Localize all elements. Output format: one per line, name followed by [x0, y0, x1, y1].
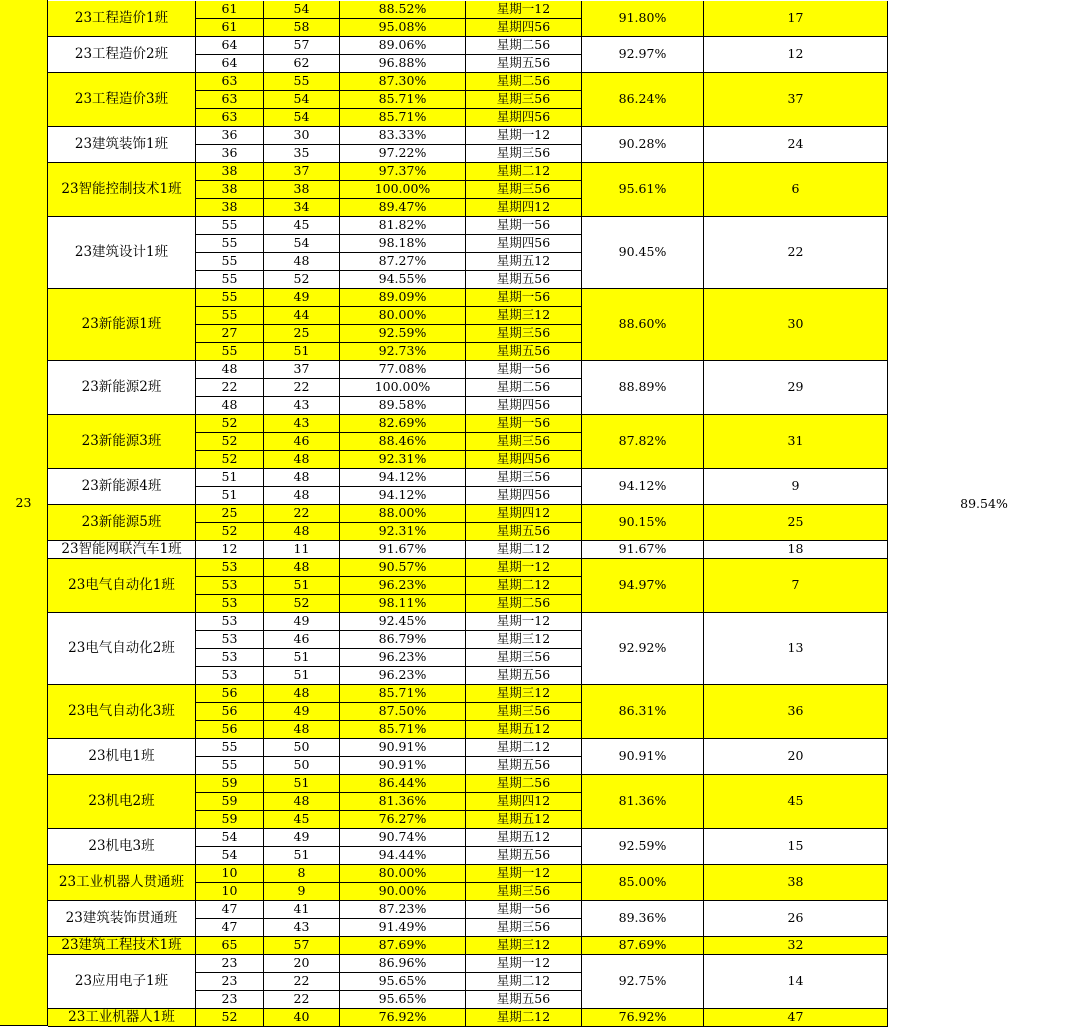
session-time-cell[interactable]: 星期五56 — [466, 523, 582, 541]
total-cell[interactable]: 65 — [196, 937, 264, 955]
total-cell[interactable]: 53 — [196, 667, 264, 685]
class-name-cell[interactable]: 23智能网联汽车1班 — [48, 541, 196, 559]
present-cell[interactable]: 43 — [264, 919, 340, 937]
total-cell[interactable]: 25 — [196, 505, 264, 523]
present-cell[interactable]: 48 — [264, 469, 340, 487]
class-rank-cell[interactable]: 17 — [704, 1, 888, 37]
session-rate-cell[interactable]: 92.59% — [340, 325, 466, 343]
session-rate-cell[interactable]: 80.00% — [340, 865, 466, 883]
session-time-cell[interactable]: 星期一56 — [466, 901, 582, 919]
present-cell[interactable]: 55 — [264, 73, 340, 91]
present-cell[interactable]: 54 — [264, 109, 340, 127]
class-name-cell[interactable]: 23电气自动化3班 — [48, 685, 196, 739]
session-rate-cell[interactable]: 85.71% — [340, 109, 466, 127]
session-time-cell[interactable]: 星期一12 — [466, 1, 582, 19]
class-rank-cell[interactable]: 20 — [704, 739, 888, 775]
session-rate-cell[interactable]: 92.31% — [340, 451, 466, 469]
total-cell[interactable]: 55 — [196, 739, 264, 757]
session-rate-cell[interactable]: 97.22% — [340, 145, 466, 163]
class-rank-cell[interactable]: 30 — [704, 289, 888, 361]
session-time-cell[interactable]: 星期五12 — [466, 811, 582, 829]
total-cell[interactable]: 59 — [196, 775, 264, 793]
class-rate-cell[interactable]: 91.80% — [582, 1, 704, 37]
class-rank-cell[interactable]: 47 — [704, 1009, 888, 1027]
class-name-cell[interactable]: 23机电2班 — [48, 775, 196, 829]
session-time-cell[interactable]: 星期四12 — [466, 199, 582, 217]
total-cell[interactable]: 59 — [196, 793, 264, 811]
session-rate-cell[interactable]: 95.08% — [340, 19, 466, 37]
class-rank-cell[interactable]: 29 — [704, 361, 888, 415]
present-cell[interactable]: 38 — [264, 181, 340, 199]
present-cell[interactable]: 45 — [264, 217, 340, 235]
session-time-cell[interactable]: 星期五12 — [466, 253, 582, 271]
session-rate-cell[interactable]: 98.18% — [340, 235, 466, 253]
session-rate-cell[interactable]: 92.73% — [340, 343, 466, 361]
total-cell[interactable]: 53 — [196, 613, 264, 631]
present-cell[interactable]: 54 — [264, 91, 340, 109]
class-name-cell[interactable]: 23电气自动化1班 — [48, 559, 196, 613]
session-time-cell[interactable]: 星期二56 — [466, 595, 582, 613]
session-rate-cell[interactable]: 94.12% — [340, 487, 466, 505]
session-rate-cell[interactable]: 80.00% — [340, 307, 466, 325]
session-time-cell[interactable]: 星期三12 — [466, 937, 582, 955]
total-cell[interactable]: 51 — [196, 487, 264, 505]
present-cell[interactable]: 48 — [264, 793, 340, 811]
total-cell[interactable]: 52 — [196, 415, 264, 433]
total-cell[interactable]: 56 — [196, 685, 264, 703]
present-cell[interactable]: 30 — [264, 127, 340, 145]
session-time-cell[interactable]: 星期四56 — [466, 487, 582, 505]
total-cell[interactable]: 53 — [196, 577, 264, 595]
class-name-cell[interactable]: 23工程造价1班 — [48, 1, 196, 37]
present-cell[interactable]: 46 — [264, 433, 340, 451]
present-cell[interactable]: 43 — [264, 415, 340, 433]
session-time-cell[interactable]: 星期四56 — [466, 109, 582, 127]
class-rate-cell[interactable]: 90.91% — [582, 739, 704, 775]
session-rate-cell[interactable]: 90.91% — [340, 739, 466, 757]
class-rate-cell[interactable]: 90.28% — [582, 127, 704, 163]
present-cell[interactable]: 51 — [264, 847, 340, 865]
class-rate-cell[interactable]: 89.36% — [582, 901, 704, 937]
session-time-cell[interactable]: 星期一12 — [466, 865, 582, 883]
total-cell[interactable]: 55 — [196, 343, 264, 361]
total-cell[interactable]: 27 — [196, 325, 264, 343]
present-cell[interactable]: 52 — [264, 595, 340, 613]
total-cell[interactable]: 56 — [196, 703, 264, 721]
total-cell[interactable]: 38 — [196, 181, 264, 199]
total-cell[interactable]: 53 — [196, 631, 264, 649]
total-cell[interactable]: 63 — [196, 109, 264, 127]
session-rate-cell[interactable]: 96.23% — [340, 667, 466, 685]
class-name-cell[interactable]: 23建筑工程技术1班 — [48, 937, 196, 955]
class-rate-cell[interactable]: 92.92% — [582, 613, 704, 685]
session-time-cell[interactable]: 星期五56 — [466, 667, 582, 685]
session-rate-cell[interactable]: 86.79% — [340, 631, 466, 649]
present-cell[interactable]: 48 — [264, 721, 340, 739]
class-rank-cell[interactable]: 45 — [704, 775, 888, 829]
class-rank-cell[interactable]: 24 — [704, 127, 888, 163]
session-time-cell[interactable]: 星期二12 — [466, 541, 582, 559]
session-time-cell[interactable]: 星期三12 — [466, 307, 582, 325]
session-time-cell[interactable]: 星期三56 — [466, 649, 582, 667]
session-time-cell[interactable]: 星期五56 — [466, 55, 582, 73]
total-cell[interactable]: 38 — [196, 199, 264, 217]
class-name-cell[interactable]: 23工程造价2班 — [48, 37, 196, 73]
session-rate-cell[interactable]: 76.92% — [340, 1009, 466, 1027]
session-time-cell[interactable]: 星期一12 — [466, 613, 582, 631]
class-rank-cell[interactable]: 25 — [704, 505, 888, 541]
session-rate-cell[interactable]: 85.71% — [340, 685, 466, 703]
total-cell[interactable]: 52 — [196, 433, 264, 451]
class-rate-cell[interactable]: 87.82% — [582, 415, 704, 469]
session-rate-cell[interactable]: 88.00% — [340, 505, 466, 523]
session-time-cell[interactable]: 星期三56 — [466, 181, 582, 199]
session-rate-cell[interactable]: 100.00% — [340, 379, 466, 397]
class-name-cell[interactable]: 23建筑装饰贯通班 — [48, 901, 196, 937]
session-rate-cell[interactable]: 85.71% — [340, 91, 466, 109]
present-cell[interactable]: 50 — [264, 757, 340, 775]
session-time-cell[interactable]: 星期三56 — [466, 883, 582, 901]
session-rate-cell[interactable]: 90.00% — [340, 883, 466, 901]
class-rate-cell[interactable]: 92.97% — [582, 37, 704, 73]
session-rate-cell[interactable]: 82.69% — [340, 415, 466, 433]
session-rate-cell[interactable]: 83.33% — [340, 127, 466, 145]
present-cell[interactable]: 41 — [264, 901, 340, 919]
total-cell[interactable]: 23 — [196, 955, 264, 973]
class-rate-cell[interactable]: 87.69% — [582, 937, 704, 955]
session-time-cell[interactable]: 星期四12 — [466, 793, 582, 811]
session-rate-cell[interactable]: 88.46% — [340, 433, 466, 451]
session-time-cell[interactable]: 星期五56 — [466, 343, 582, 361]
total-cell[interactable]: 64 — [196, 37, 264, 55]
session-time-cell[interactable]: 星期四12 — [466, 505, 582, 523]
total-cell[interactable]: 22 — [196, 379, 264, 397]
class-rate-cell[interactable]: 81.36% — [582, 775, 704, 829]
present-cell[interactable]: 51 — [264, 577, 340, 595]
class-rank-cell[interactable]: 14 — [704, 955, 888, 1009]
class-rate-cell[interactable]: 90.45% — [582, 217, 704, 289]
total-cell[interactable]: 54 — [196, 829, 264, 847]
present-cell[interactable]: 48 — [264, 685, 340, 703]
total-cell[interactable]: 53 — [196, 595, 264, 613]
class-rate-cell[interactable]: 88.89% — [582, 361, 704, 415]
class-rank-cell[interactable]: 26 — [704, 901, 888, 937]
present-cell[interactable]: 51 — [264, 775, 340, 793]
session-time-cell[interactable]: 星期一56 — [466, 361, 582, 379]
class-name-cell[interactable]: 23工程造价3班 — [48, 73, 196, 127]
session-rate-cell[interactable]: 81.36% — [340, 793, 466, 811]
session-time-cell[interactable]: 星期五12 — [466, 829, 582, 847]
class-name-cell[interactable]: 23机电3班 — [48, 829, 196, 865]
present-cell[interactable]: 11 — [264, 541, 340, 559]
total-cell[interactable]: 10 — [196, 865, 264, 883]
class-rank-cell[interactable]: 7 — [704, 559, 888, 613]
total-cell[interactable]: 61 — [196, 19, 264, 37]
session-time-cell[interactable]: 星期四56 — [466, 451, 582, 469]
session-time-cell[interactable]: 星期一12 — [466, 559, 582, 577]
present-cell[interactable]: 37 — [264, 163, 340, 181]
total-cell[interactable]: 38 — [196, 163, 264, 181]
present-cell[interactable]: 48 — [264, 451, 340, 469]
total-cell[interactable]: 63 — [196, 73, 264, 91]
session-rate-cell[interactable]: 95.65% — [340, 991, 466, 1009]
present-cell[interactable]: 25 — [264, 325, 340, 343]
present-cell[interactable]: 50 — [264, 739, 340, 757]
session-rate-cell[interactable]: 76.27% — [340, 811, 466, 829]
class-name-cell[interactable]: 23建筑设计1班 — [48, 217, 196, 289]
session-time-cell[interactable]: 星期二56 — [466, 775, 582, 793]
class-name-cell[interactable]: 23机电1班 — [48, 739, 196, 775]
session-rate-cell[interactable]: 89.47% — [340, 199, 466, 217]
session-rate-cell[interactable]: 94.44% — [340, 847, 466, 865]
session-time-cell[interactable]: 星期二12 — [466, 739, 582, 757]
present-cell[interactable]: 51 — [264, 667, 340, 685]
class-rate-cell[interactable]: 95.61% — [582, 163, 704, 217]
session-rate-cell[interactable]: 97.37% — [340, 163, 466, 181]
total-cell[interactable]: 48 — [196, 361, 264, 379]
total-cell[interactable]: 54 — [196, 847, 264, 865]
present-cell[interactable]: 49 — [264, 613, 340, 631]
session-time-cell[interactable]: 星期五56 — [466, 847, 582, 865]
session-rate-cell[interactable]: 96.88% — [340, 55, 466, 73]
present-cell[interactable]: 48 — [264, 487, 340, 505]
session-time-cell[interactable]: 星期二56 — [466, 379, 582, 397]
session-rate-cell[interactable]: 94.55% — [340, 271, 466, 289]
total-cell[interactable]: 10 — [196, 883, 264, 901]
session-time-cell[interactable]: 星期四56 — [466, 397, 582, 415]
class-rank-cell[interactable]: 18 — [704, 541, 888, 559]
session-time-cell[interactable]: 星期三56 — [466, 703, 582, 721]
session-rate-cell[interactable]: 91.67% — [340, 541, 466, 559]
session-time-cell[interactable]: 星期三56 — [466, 433, 582, 451]
session-rate-cell[interactable]: 98.11% — [340, 595, 466, 613]
session-rate-cell[interactable]: 87.30% — [340, 73, 466, 91]
class-rank-cell[interactable]: 36 — [704, 685, 888, 739]
total-cell[interactable]: 51 — [196, 469, 264, 487]
session-rate-cell[interactable]: 90.91% — [340, 757, 466, 775]
class-rank-cell[interactable]: 9 — [704, 469, 888, 505]
class-rate-cell[interactable]: 92.75% — [582, 955, 704, 1009]
class-rank-cell[interactable]: 12 — [704, 37, 888, 73]
session-time-cell[interactable]: 星期三56 — [466, 91, 582, 109]
present-cell[interactable]: 51 — [264, 343, 340, 361]
session-time-cell[interactable]: 星期二56 — [466, 73, 582, 91]
total-cell[interactable]: 36 — [196, 145, 264, 163]
session-rate-cell[interactable]: 90.57% — [340, 559, 466, 577]
session-time-cell[interactable]: 星期三56 — [466, 919, 582, 937]
class-rank-cell[interactable]: 38 — [704, 865, 888, 901]
present-cell[interactable]: 8 — [264, 865, 340, 883]
present-cell[interactable]: 22 — [264, 973, 340, 991]
class-name-cell[interactable]: 23工业机器人1班 — [48, 1009, 196, 1027]
overall-rate-cell[interactable]: 89.54% — [888, 0, 1080, 1026]
class-rate-cell[interactable]: 88.60% — [582, 289, 704, 361]
session-time-cell[interactable]: 星期五12 — [466, 721, 582, 739]
present-cell[interactable]: 43 — [264, 397, 340, 415]
class-rank-cell[interactable]: 31 — [704, 415, 888, 469]
class-rate-cell[interactable]: 86.31% — [582, 685, 704, 739]
present-cell[interactable]: 37 — [264, 361, 340, 379]
grade-cell[interactable]: 23 — [0, 0, 48, 1026]
total-cell[interactable]: 52 — [196, 451, 264, 469]
present-cell[interactable]: 34 — [264, 199, 340, 217]
total-cell[interactable]: 53 — [196, 559, 264, 577]
present-cell[interactable]: 9 — [264, 883, 340, 901]
total-cell[interactable]: 61 — [196, 1, 264, 19]
session-time-cell[interactable]: 星期三12 — [466, 631, 582, 649]
session-time-cell[interactable]: 星期三56 — [466, 325, 582, 343]
session-time-cell[interactable]: 星期四56 — [466, 19, 582, 37]
total-cell[interactable]: 23 — [196, 991, 264, 1009]
class-name-cell[interactable]: 23智能控制技术1班 — [48, 163, 196, 217]
class-name-cell[interactable]: 23应用电子1班 — [48, 955, 196, 1009]
session-time-cell[interactable]: 星期四56 — [466, 235, 582, 253]
total-cell[interactable]: 55 — [196, 235, 264, 253]
session-rate-cell[interactable]: 87.69% — [340, 937, 466, 955]
present-cell[interactable]: 48 — [264, 253, 340, 271]
session-rate-cell[interactable]: 89.06% — [340, 37, 466, 55]
class-name-cell[interactable]: 23工业机器人贯通班 — [48, 865, 196, 901]
class-rank-cell[interactable]: 15 — [704, 829, 888, 865]
total-cell[interactable]: 55 — [196, 757, 264, 775]
session-rate-cell[interactable]: 96.23% — [340, 577, 466, 595]
class-rate-cell[interactable]: 86.24% — [582, 73, 704, 127]
total-cell[interactable]: 52 — [196, 1009, 264, 1027]
class-name-cell[interactable]: 23新能源4班 — [48, 469, 196, 505]
session-time-cell[interactable]: 星期二12 — [466, 973, 582, 991]
class-name-cell[interactable]: 23电气自动化2班 — [48, 613, 196, 685]
session-rate-cell[interactable]: 87.50% — [340, 703, 466, 721]
total-cell[interactable]: 12 — [196, 541, 264, 559]
session-rate-cell[interactable]: 96.23% — [340, 649, 466, 667]
session-time-cell[interactable]: 星期二56 — [466, 37, 582, 55]
session-rate-cell[interactable]: 86.44% — [340, 775, 466, 793]
present-cell[interactable]: 52 — [264, 271, 340, 289]
present-cell[interactable]: 48 — [264, 559, 340, 577]
class-rate-cell[interactable]: 85.00% — [582, 865, 704, 901]
session-rate-cell[interactable]: 77.08% — [340, 361, 466, 379]
session-rate-cell[interactable]: 100.00% — [340, 181, 466, 199]
class-rate-cell[interactable]: 94.97% — [582, 559, 704, 613]
session-time-cell[interactable]: 星期一56 — [466, 415, 582, 433]
session-rate-cell[interactable]: 87.23% — [340, 901, 466, 919]
session-time-cell[interactable]: 星期五56 — [466, 757, 582, 775]
total-cell[interactable]: 55 — [196, 271, 264, 289]
total-cell[interactable]: 55 — [196, 307, 264, 325]
total-cell[interactable]: 36 — [196, 127, 264, 145]
total-cell[interactable]: 55 — [196, 253, 264, 271]
present-cell[interactable]: 51 — [264, 649, 340, 667]
session-rate-cell[interactable]: 85.71% — [340, 721, 466, 739]
class-name-cell[interactable]: 23新能源1班 — [48, 289, 196, 361]
present-cell[interactable]: 22 — [264, 379, 340, 397]
present-cell[interactable]: 54 — [264, 235, 340, 253]
present-cell[interactable]: 22 — [264, 991, 340, 1009]
session-time-cell[interactable]: 星期三56 — [466, 469, 582, 487]
present-cell[interactable]: 49 — [264, 703, 340, 721]
session-rate-cell[interactable]: 81.82% — [340, 217, 466, 235]
present-cell[interactable]: 45 — [264, 811, 340, 829]
total-cell[interactable]: 59 — [196, 811, 264, 829]
present-cell[interactable]: 54 — [264, 1, 340, 19]
class-name-cell[interactable]: 23新能源2班 — [48, 361, 196, 415]
session-rate-cell[interactable]: 87.27% — [340, 253, 466, 271]
session-rate-cell[interactable]: 95.65% — [340, 973, 466, 991]
session-rate-cell[interactable]: 90.74% — [340, 829, 466, 847]
present-cell[interactable]: 35 — [264, 145, 340, 163]
class-rank-cell[interactable]: 13 — [704, 613, 888, 685]
session-time-cell[interactable]: 星期二12 — [466, 577, 582, 595]
class-rank-cell[interactable]: 6 — [704, 163, 888, 217]
present-cell[interactable]: 49 — [264, 289, 340, 307]
session-time-cell[interactable]: 星期一56 — [466, 289, 582, 307]
total-cell[interactable]: 47 — [196, 919, 264, 937]
present-cell[interactable]: 22 — [264, 505, 340, 523]
session-time-cell[interactable]: 星期一12 — [466, 127, 582, 145]
session-rate-cell[interactable]: 89.09% — [340, 289, 466, 307]
present-cell[interactable]: 48 — [264, 523, 340, 541]
session-time-cell[interactable]: 星期二12 — [466, 163, 582, 181]
present-cell[interactable]: 49 — [264, 829, 340, 847]
present-cell[interactable]: 46 — [264, 631, 340, 649]
session-time-cell[interactable]: 星期二12 — [466, 1009, 582, 1027]
session-rate-cell[interactable]: 94.12% — [340, 469, 466, 487]
session-time-cell[interactable]: 星期五56 — [466, 991, 582, 1009]
total-cell[interactable]: 53 — [196, 649, 264, 667]
total-cell[interactable]: 64 — [196, 55, 264, 73]
session-time-cell[interactable]: 星期五56 — [466, 271, 582, 289]
total-cell[interactable]: 56 — [196, 721, 264, 739]
class-rate-cell[interactable]: 91.67% — [582, 541, 704, 559]
total-cell[interactable]: 55 — [196, 289, 264, 307]
class-rate-cell[interactable]: 90.15% — [582, 505, 704, 541]
total-cell[interactable]: 23 — [196, 973, 264, 991]
present-cell[interactable]: 57 — [264, 37, 340, 55]
session-time-cell[interactable]: 星期三56 — [466, 145, 582, 163]
total-cell[interactable]: 52 — [196, 523, 264, 541]
session-time-cell[interactable]: 星期一12 — [466, 955, 582, 973]
total-cell[interactable]: 48 — [196, 397, 264, 415]
class-rate-cell[interactable]: 94.12% — [582, 469, 704, 505]
class-rank-cell[interactable]: 22 — [704, 217, 888, 289]
total-cell[interactable]: 55 — [196, 217, 264, 235]
session-rate-cell[interactable]: 89.58% — [340, 397, 466, 415]
present-cell[interactable]: 57 — [264, 937, 340, 955]
session-rate-cell[interactable]: 92.45% — [340, 613, 466, 631]
total-cell[interactable]: 47 — [196, 901, 264, 919]
class-rank-cell[interactable]: 32 — [704, 937, 888, 955]
class-name-cell[interactable]: 23建筑装饰1班 — [48, 127, 196, 163]
class-rate-cell[interactable]: 92.59% — [582, 829, 704, 865]
present-cell[interactable]: 20 — [264, 955, 340, 973]
session-time-cell[interactable]: 星期三12 — [466, 685, 582, 703]
present-cell[interactable]: 58 — [264, 19, 340, 37]
session-rate-cell[interactable]: 88.52% — [340, 1, 466, 19]
session-rate-cell[interactable]: 86.96% — [340, 955, 466, 973]
class-name-cell[interactable]: 23新能源3班 — [48, 415, 196, 469]
class-rank-cell[interactable]: 37 — [704, 73, 888, 127]
session-rate-cell[interactable]: 92.31% — [340, 523, 466, 541]
total-cell[interactable]: 63 — [196, 91, 264, 109]
session-rate-cell[interactable]: 91.49% — [340, 919, 466, 937]
present-cell[interactable]: 40 — [264, 1009, 340, 1027]
present-cell[interactable]: 44 — [264, 307, 340, 325]
class-name-cell[interactable]: 23新能源5班 — [48, 505, 196, 541]
present-cell[interactable]: 62 — [264, 55, 340, 73]
session-time-cell[interactable]: 星期一56 — [466, 217, 582, 235]
class-rate-cell[interactable]: 76.92% — [582, 1009, 704, 1027]
